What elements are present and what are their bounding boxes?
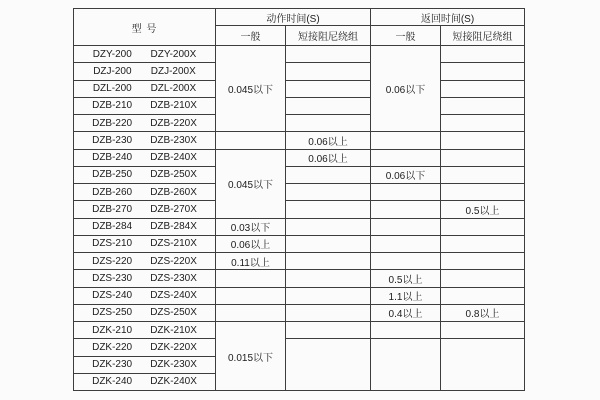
table-row bbox=[74, 63, 525, 80]
header-action-time: 动作时间(S) bbox=[216, 9, 371, 26]
header-return-general: 一般 bbox=[371, 26, 441, 46]
act-damp-cell bbox=[286, 339, 371, 391]
ret-damp-cell bbox=[441, 322, 525, 339]
ret-general-cell: 0.4以上 bbox=[371, 304, 441, 321]
ret-damp-cell bbox=[441, 63, 525, 80]
model-a: DZB-230 bbox=[92, 134, 133, 146]
ret-general-cell: 0.06以下 bbox=[371, 46, 441, 132]
act-damp-cell bbox=[286, 287, 371, 304]
table-row bbox=[74, 149, 525, 166]
table-row bbox=[74, 322, 525, 339]
act-general-cell bbox=[216, 304, 286, 321]
ret-damp-cell bbox=[441, 166, 525, 183]
ret-general-cell bbox=[371, 149, 441, 166]
model-cell bbox=[74, 46, 216, 63]
header-action-general: 一般 bbox=[216, 26, 286, 46]
ret-damp-cell bbox=[441, 149, 525, 166]
model-cell bbox=[74, 132, 216, 149]
act-general-cell: 0.015以下 bbox=[216, 322, 286, 391]
act-general-cell: 0.06以上 bbox=[216, 235, 286, 252]
ret-damp-cell bbox=[441, 115, 525, 132]
act-general-cell: 0.03以下 bbox=[216, 218, 286, 235]
model-b: DZB-220X bbox=[150, 117, 197, 129]
model-a: DZL-200 bbox=[92, 83, 132, 95]
model-b: DZS-250X bbox=[150, 307, 197, 319]
model-a: DZS-210 bbox=[92, 238, 133, 250]
model-cell bbox=[74, 304, 216, 321]
ret-general-cell: 0.06以下 bbox=[371, 166, 441, 183]
model-cell bbox=[74, 253, 216, 270]
ret-damp-cell bbox=[441, 132, 525, 149]
model-a: DZS-230 bbox=[92, 272, 133, 284]
model-cell bbox=[74, 201, 216, 218]
table-row bbox=[74, 115, 525, 132]
ret-general-cell bbox=[371, 253, 441, 270]
act-general-cell: 0.045以下 bbox=[216, 46, 286, 132]
model-cell bbox=[74, 80, 216, 97]
model-b: DZB-240X bbox=[150, 152, 197, 164]
model-b: DZS-220X bbox=[150, 255, 197, 267]
act-damp-cell bbox=[286, 235, 371, 252]
model-a: DZS-220 bbox=[92, 255, 133, 267]
ret-general-cell bbox=[371, 235, 441, 252]
model-a: DZY-200 bbox=[92, 48, 132, 60]
model-a: DZS-240 bbox=[92, 290, 133, 302]
ret-general-cell bbox=[371, 201, 441, 218]
table-row bbox=[74, 270, 525, 287]
act-damp-cell bbox=[286, 304, 371, 321]
act-damp-cell bbox=[286, 46, 371, 63]
model-cell bbox=[74, 287, 216, 304]
ret-general-cell bbox=[371, 218, 441, 235]
model-cell bbox=[74, 373, 216, 390]
model-b: DZB-250X bbox=[150, 169, 197, 181]
model-b: DZB-260X bbox=[150, 186, 197, 198]
table-row bbox=[74, 287, 525, 304]
ret-damp-cell bbox=[441, 235, 525, 252]
model-b: DZJ-200X bbox=[150, 65, 196, 77]
model-b: DZK-240X bbox=[150, 376, 197, 388]
ret-general-cell: 1.1以上 bbox=[371, 287, 441, 304]
model-b: DZK-220X bbox=[150, 341, 197, 353]
act-damp-cell bbox=[286, 63, 371, 80]
act-damp-cell bbox=[286, 166, 371, 183]
model-b: DZL-200X bbox=[150, 83, 197, 95]
act-general-cell bbox=[216, 270, 286, 287]
ret-damp-cell bbox=[441, 270, 525, 287]
table-row bbox=[74, 184, 525, 201]
ret-damp-cell bbox=[441, 253, 525, 270]
model-b: DZB-210X bbox=[150, 100, 197, 112]
table-row bbox=[74, 46, 525, 63]
model-a: DZK-230 bbox=[92, 359, 133, 371]
model-cell bbox=[74, 322, 216, 339]
act-damp-cell: 0.06以上 bbox=[286, 149, 371, 166]
model-a: DZB-240 bbox=[92, 152, 133, 164]
table-row bbox=[74, 80, 525, 97]
ret-damp-cell: 0.8以上 bbox=[441, 304, 525, 321]
ret-damp-cell bbox=[441, 218, 525, 235]
spec-table bbox=[73, 8, 525, 391]
table-row bbox=[74, 253, 525, 270]
ret-damp-cell bbox=[441, 287, 525, 304]
model-cell bbox=[74, 115, 216, 132]
table-row bbox=[74, 132, 525, 149]
model-b: DZS-240X bbox=[150, 290, 197, 302]
model-b: DZK-210X bbox=[150, 324, 197, 336]
ret-general-cell bbox=[371, 184, 441, 201]
model-a: DZB-220 bbox=[92, 117, 133, 129]
model-cell bbox=[74, 356, 216, 373]
act-damp-cell bbox=[286, 184, 371, 201]
model-b: DZB-270X bbox=[150, 203, 197, 215]
model-a: DZB-250 bbox=[92, 169, 133, 181]
model-a: DZK-240 bbox=[92, 376, 133, 388]
act-damp-cell bbox=[286, 201, 371, 218]
ret-damp-cell bbox=[441, 184, 525, 201]
table-row bbox=[74, 97, 525, 114]
model-b: DZB-284X bbox=[150, 221, 197, 233]
ret-general-cell: 0.5以上 bbox=[371, 270, 441, 287]
model-cell bbox=[74, 166, 216, 183]
model-a: DZS-250 bbox=[92, 307, 133, 319]
model-a: DZB-270 bbox=[92, 203, 133, 215]
ret-damp-cell bbox=[441, 339, 525, 391]
act-damp-cell bbox=[286, 322, 371, 339]
ret-damp-cell bbox=[441, 80, 525, 97]
model-b: DZK-230X bbox=[150, 359, 197, 371]
header-action-damping: 短接阻尼绕组 bbox=[286, 26, 371, 46]
act-damp-cell bbox=[286, 115, 371, 132]
model-cell bbox=[74, 235, 216, 252]
act-general-cell: 0.045以下 bbox=[216, 149, 286, 218]
model-cell bbox=[74, 184, 216, 201]
ret-general-cell bbox=[371, 339, 441, 391]
model-b: DZS-230X bbox=[150, 272, 197, 284]
act-damp-cell bbox=[286, 253, 371, 270]
header-return-damping: 短接阻尼绕组 bbox=[441, 26, 525, 46]
act-damp-cell bbox=[286, 80, 371, 97]
ret-general-cell bbox=[371, 132, 441, 149]
table-row bbox=[74, 218, 525, 235]
model-b: DZY-200X bbox=[150, 48, 197, 60]
model-cell bbox=[74, 149, 216, 166]
model-a: DZK-220 bbox=[92, 341, 133, 353]
table-row bbox=[74, 235, 525, 252]
header-return-time: 返回时间(S) bbox=[371, 9, 525, 26]
ret-general-cell bbox=[371, 322, 441, 339]
ret-damp-cell: 0.5以上 bbox=[441, 201, 525, 218]
ret-damp-cell bbox=[441, 46, 525, 63]
model-a: DZB-210 bbox=[92, 100, 133, 112]
header-model: 型 号 bbox=[74, 9, 216, 46]
model-a: DZJ-200 bbox=[93, 65, 132, 77]
model-cell bbox=[74, 339, 216, 356]
act-general-cell bbox=[216, 132, 286, 149]
model-cell bbox=[74, 218, 216, 235]
model-cell bbox=[74, 63, 216, 80]
model-cell bbox=[74, 97, 216, 114]
act-damp-cell bbox=[286, 218, 371, 235]
table-row bbox=[74, 166, 525, 183]
act-damp-cell: 0.06以上 bbox=[286, 132, 371, 149]
header-row-1 bbox=[74, 9, 525, 26]
act-damp-cell bbox=[286, 270, 371, 287]
model-b: DZB-230X bbox=[150, 134, 197, 146]
table-row bbox=[74, 201, 525, 218]
model-a: DZK-210 bbox=[92, 324, 133, 336]
act-general-cell bbox=[216, 287, 286, 304]
table-row bbox=[74, 339, 525, 356]
ret-damp-cell bbox=[441, 97, 525, 114]
model-b: DZS-210X bbox=[150, 238, 197, 250]
table-row bbox=[74, 304, 525, 321]
act-general-cell: 0.11以上 bbox=[216, 253, 286, 270]
act-damp-cell bbox=[286, 97, 371, 114]
model-a: DZB-284 bbox=[92, 221, 133, 233]
model-a: DZB-260 bbox=[92, 186, 133, 198]
model-cell bbox=[74, 270, 216, 287]
